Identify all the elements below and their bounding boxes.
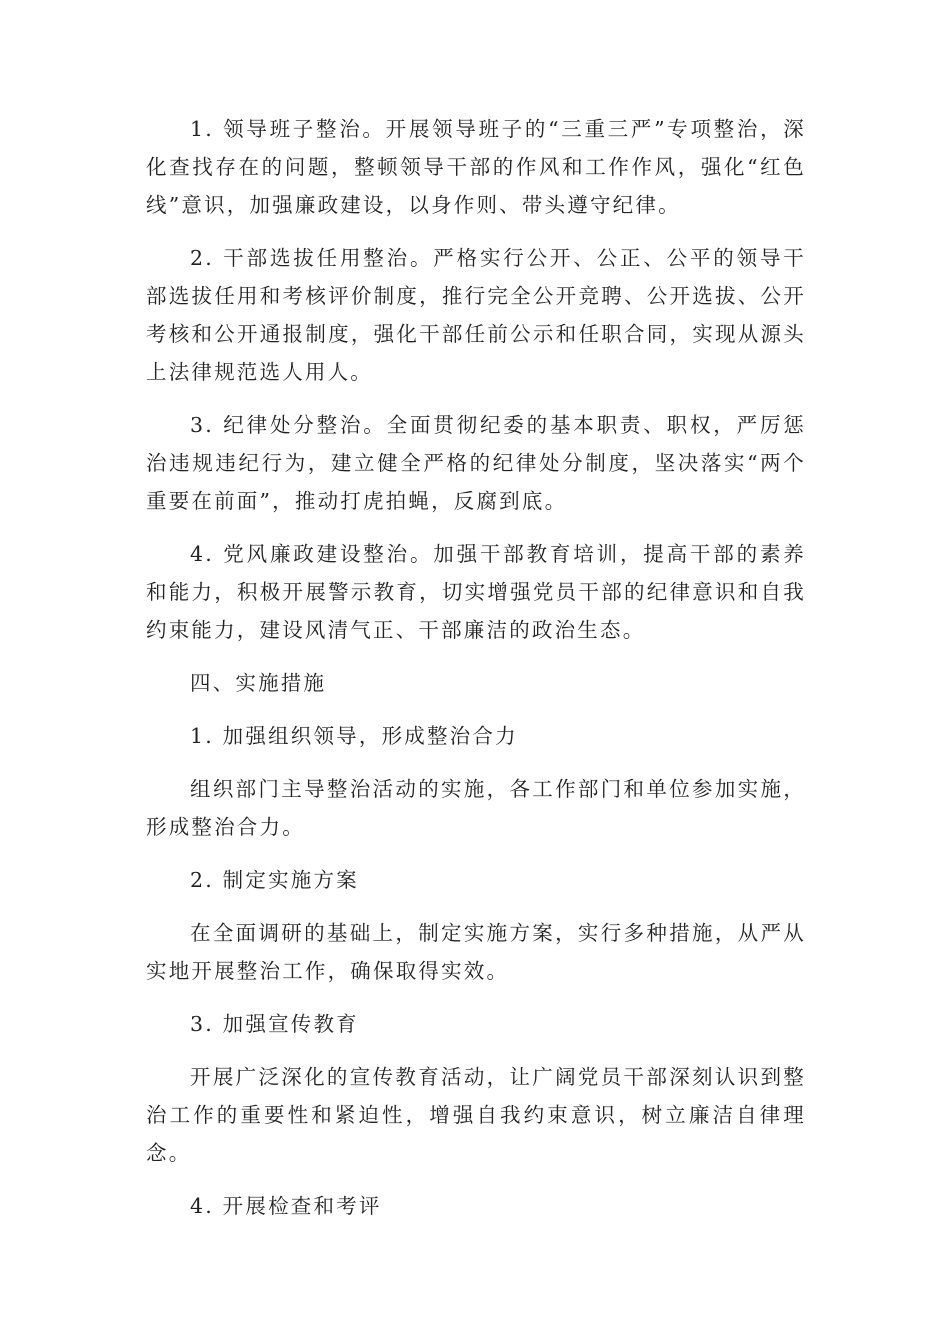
document-body: [146, 110, 806, 1240]
paragraph-clean-governance-rectification: 4. 党风廉政建设整治。加强干部教育培训，提高干部的素养和能力，积极开展警示教育，切实增强党员干部的纪律意识和自我约束能力，建设风清气正、干部廉洁的政治生态。: [146, 542, 806, 642]
paragraph-discipline-rectification: 3. 纪律处分整治。全面贯彻纪委的基本职责、职权，严厉惩治违规违纪行为，建立健全严格的纪律处分制度，坚决落实“两个重要在前面”，推动打虎拍蝇，反腐到底。: [146, 413, 806, 513]
subheading-inspection-evaluation: 4. 开展检查和考评: [190, 1194, 382, 1218]
section-heading-implementation-measures: 四、实施措施: [190, 671, 327, 695]
paragraph-organizational-leadership: 组织部门主导整治活动的实施，各工作部门和单位参加实施，形成整治合力。: [146, 777, 806, 839]
subheading-publicity-education: 3. 加强宣传教育: [190, 1012, 359, 1036]
subheading-organizational-leadership: 1. 加强组织领导，形成整治合力: [190, 724, 518, 748]
subheading-implementation-plan: 2. 制定实施方案: [190, 868, 359, 892]
paragraph-cadre-selection-rectification: 2. 干部选拔任用整治。严格实行公开、公正、公平的领导干部选拔任用和考核评价制度，推行完全公开竞聘、公开选拔、公开考核和公开通报制度，强化干部任前公示和任职合同，实现从源头上法律规范选人用人。: [146, 246, 806, 384]
paragraph-publicity-education: 开展广泛深化的宣传教育活动，让广阔党员干部深刻认识到整治工作的重要性和紧迫性，增强自我约束意识，树立廉洁自律理念。: [146, 1065, 806, 1165]
paragraph-leadership-rectification: 1. 领导班子整治。开展领导班子的“三重三严”专项整治，深化查找存在的问题，整顿领导干部的作风和工作作风，强化“红色线”意识，加强廉政建设，以身作则、带头遵守纪律。: [146, 117, 806, 217]
paragraph-implementation-plan: 在全面调研的基础上，制定实施方案，实行多种措施，从严从实地开展整治工作，确保取得实效。: [146, 921, 806, 983]
